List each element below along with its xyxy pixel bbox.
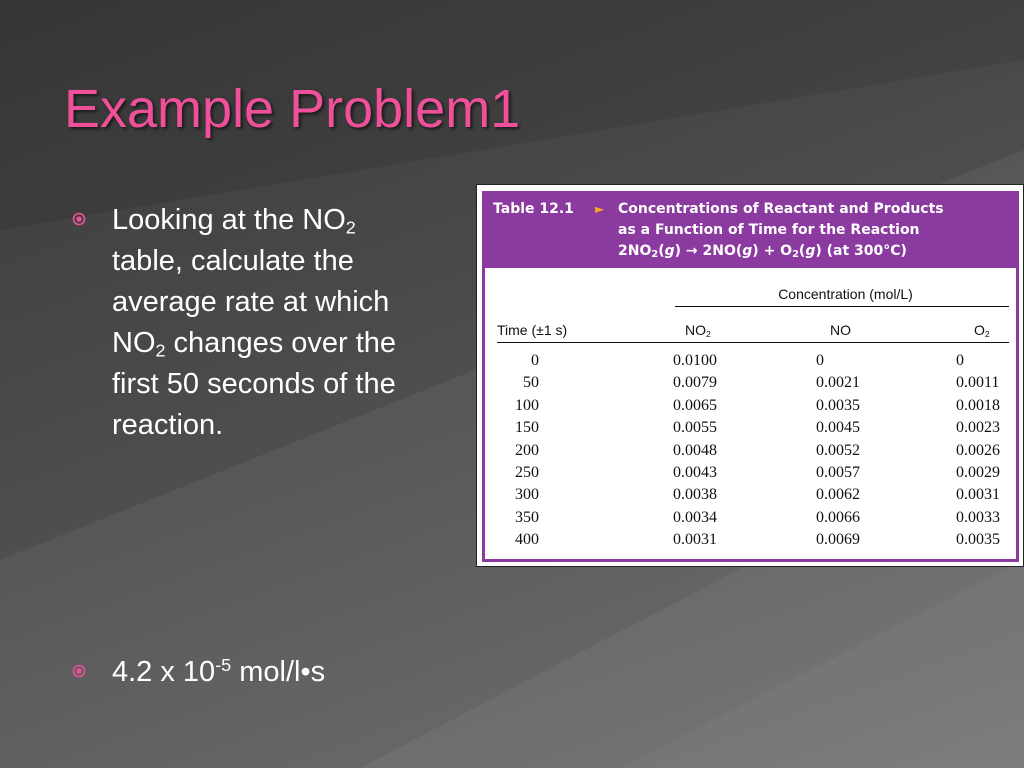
concentration-cell: 0.0045 (816, 419, 860, 437)
circle-bullet-icon (72, 664, 86, 678)
concentration-cell: 0.0055 (673, 419, 717, 437)
concentration-cell: 0.0062 (816, 486, 860, 504)
column-header-no2 (685, 322, 711, 338)
question-line (112, 405, 502, 446)
question-line (112, 200, 502, 241)
equation-part: g (664, 243, 675, 259)
concentration-cell: 0.0079 (673, 374, 717, 392)
question-text (112, 200, 502, 446)
equation-part: g (805, 243, 816, 259)
column-header-text: Time (±1 s) (497, 322, 568, 338)
caption-line-equation (618, 241, 1013, 262)
subscript: 2 (651, 248, 659, 260)
group-header-rule (675, 306, 1009, 307)
column-header-text: O (974, 322, 985, 338)
equation-part: g (742, 243, 753, 259)
concentration-cell: 0.0029 (956, 464, 1000, 481)
concentration-cell: 0 (956, 352, 964, 369)
concentration-cell: 0.0069 (816, 531, 860, 549)
column-header-no (830, 322, 851, 338)
question-line (112, 364, 502, 405)
question-line (112, 282, 502, 323)
bullet-answer (72, 652, 502, 693)
question-line-text: NO (112, 327, 156, 359)
concentration-cell: 0.0048 (673, 441, 717, 459)
concentration-cell: 0.0057 (816, 464, 860, 481)
subscript: 2 (155, 340, 166, 361)
bullet-question (72, 200, 502, 446)
column-header-time (497, 322, 567, 338)
time-cell: 50 (523, 374, 539, 392)
answer-unit: mol/l•s (231, 656, 326, 688)
time-cell: 400 (515, 531, 539, 549)
column-header-text: NO (685, 322, 706, 338)
data-table-figure (476, 184, 1024, 567)
right-arrow-icon: ► (595, 202, 605, 216)
concentration-cell: 0.0031 (956, 486, 1000, 504)
question-line (112, 241, 502, 282)
concentration-cell: 0.0065 (673, 396, 717, 414)
concentration-cell: 0.0026 (956, 441, 1000, 459)
equation-part: ( (658, 243, 665, 259)
concentration-cell: 0.0035 (956, 531, 1000, 549)
equation-part: ) → 2NO( (674, 243, 743, 259)
concentration-cell: 0.0034 (673, 508, 717, 526)
question-line-text: first 50 seconds of the (112, 368, 396, 400)
table-header-band (485, 194, 1016, 268)
column-header-o2 (974, 322, 990, 338)
answer-base: 4.2 x 10 (112, 656, 216, 688)
time-cell: 250 (515, 464, 539, 481)
question-line-text: table, calculate the (112, 245, 354, 277)
time-cell: 150 (515, 419, 539, 437)
concentration-cell: 0.0052 (816, 441, 860, 459)
concentration-cell: 0.0023 (956, 419, 1000, 437)
table-label: Table 12.1 (493, 201, 574, 217)
question-line-text: average rate at which (112, 286, 390, 318)
equation-part: ) (at 300°C) (815, 243, 907, 259)
subscript: 2 (792, 248, 799, 260)
circle-bullet-icon (72, 212, 86, 226)
concentration-cell: 0.0035 (816, 396, 860, 414)
concentration-group-header: Concentration (mol/L) (778, 286, 913, 302)
slide-title: Example Problem1 (64, 79, 521, 139)
answer-exponent: -5 (215, 655, 232, 676)
caption-line: as a Function of Time for the Reaction (618, 222, 920, 238)
concentration-cell: 0.0033 (956, 508, 1000, 526)
caption-line: Concentrations of Reactant and Products (618, 201, 944, 217)
concentration-cell: 0.0066 (816, 508, 860, 526)
subscript: 2 (345, 217, 356, 238)
time-cell: 300 (515, 486, 539, 504)
header-rule (497, 342, 1009, 343)
time-cell: 200 (515, 441, 539, 459)
column-header-text: NO (830, 322, 851, 338)
concentration-cell: 0.0031 (673, 531, 717, 549)
table-caption (618, 199, 1013, 262)
concentration-cell: 0.0021 (816, 374, 860, 392)
subscript: 2 (984, 329, 990, 340)
question-line-text: changes over the (165, 327, 397, 359)
time-cell: 350 (515, 508, 539, 526)
table-frame (482, 191, 1019, 562)
concentration-cell: 0.0038 (673, 486, 717, 504)
concentration-cell: 0 (816, 352, 824, 369)
concentration-cell: 0.0043 (673, 464, 717, 481)
answer-text (112, 652, 502, 693)
equation-part: ( (798, 243, 806, 259)
question-line (112, 323, 502, 364)
subscript: 2 (706, 329, 711, 340)
equation-part: 2NO (618, 243, 652, 259)
concentration-cell: 0.0100 (673, 352, 717, 369)
question-line-text: reaction. (112, 409, 224, 441)
concentration-cell: 0.0011 (956, 374, 1000, 392)
time-cell: 0 (531, 352, 539, 369)
question-line-text: Looking at the NO (112, 204, 346, 236)
concentration-cell: 0.0018 (956, 396, 1000, 414)
time-cell: 100 (515, 396, 539, 414)
equation-part: ) + O (752, 243, 793, 259)
